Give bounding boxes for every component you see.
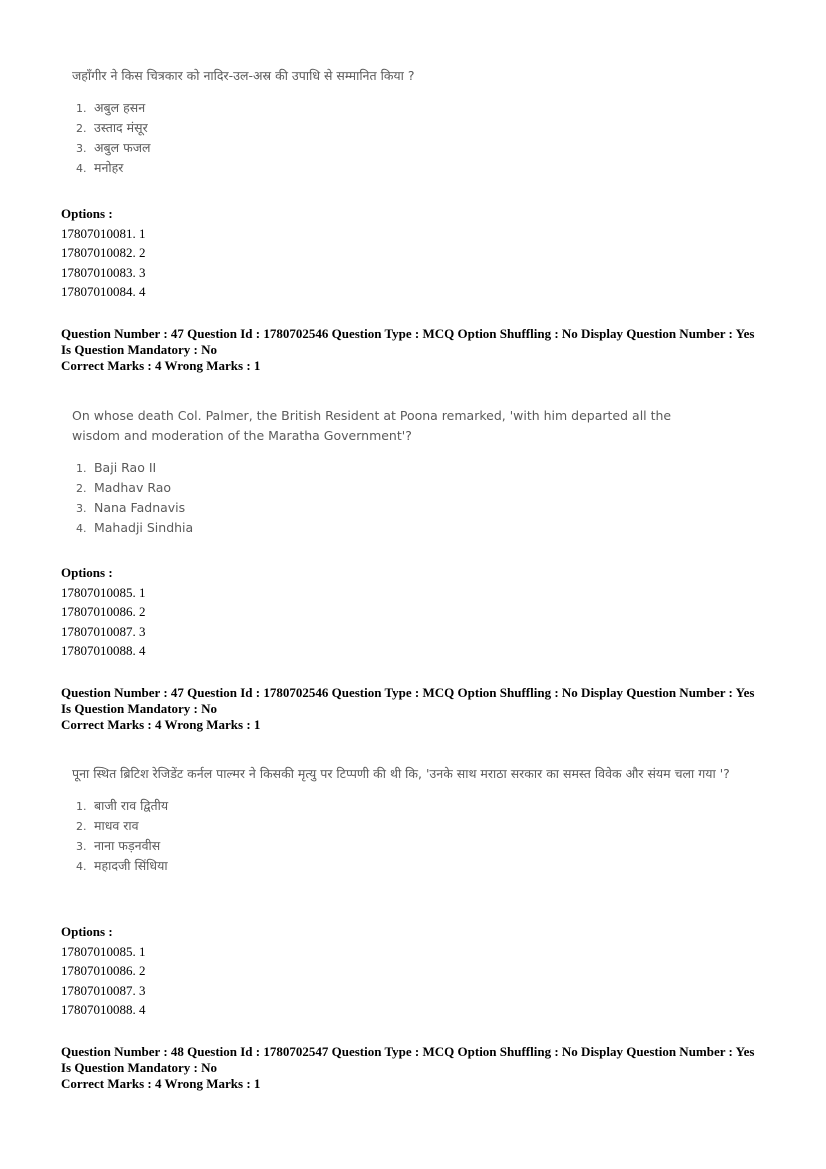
option-id: 17807010086. 2	[61, 963, 146, 978]
option-id: 17807010082. 2	[61, 245, 146, 260]
choice-item: 4. मनोहर	[76, 160, 124, 175]
choice-item: 2. Madhav Rao	[76, 480, 172, 495]
choice-item: 1. अबुल हसन	[76, 100, 146, 115]
option-id: 17807010085. 1	[61, 584, 146, 600]
question-image-english	[72, 406, 722, 538]
options-heading: Options :	[61, 206, 113, 221]
options-heading: Options :	[61, 924, 113, 939]
option-id: 17807010088. 4	[61, 1002, 146, 1017]
question-text: जहाँगीर ने किस चित्रकार को नादिर-उल-अस्र की उपाधि से सम्मानित किया ?	[72, 68, 415, 83]
option-id: 17807010085. 1	[61, 943, 146, 959]
choice-item: 3. अबुल फजल	[76, 140, 151, 155]
option-id: 17807010086. 2	[61, 604, 146, 619]
question-marks: Correct Marks : 4 Wrong Marks : 1	[61, 358, 261, 373]
options-list	[61, 922, 146, 1020]
choice-list	[76, 98, 492, 178]
choice-item: 4. महादजी सिंधिया	[76, 858, 168, 873]
choice-item: 3. Nana Fadnavis	[76, 500, 186, 515]
question-meta-line: Question Number : 47 Question Id : 1780702546 Question Type : MCQ Option Shuffling : No Display Question Number : Yes	[61, 685, 755, 700]
question-marks: Correct Marks : 4 Wrong Marks : 1	[61, 1076, 261, 1091]
question-meta	[61, 685, 781, 733]
question-meta-line: Question Number : 48 Question Id : 1780702547 Question Type : MCQ Option Shuffling : No Display Question Number : Yes	[61, 1044, 755, 1059]
option-id: 17807010087. 3	[61, 982, 146, 998]
option-id: 17807010081. 1	[61, 225, 146, 241]
choice-list	[76, 796, 772, 876]
choice-item: 1. बाजी राव द्वितीय	[76, 798, 169, 813]
options-heading: Options :	[61, 565, 113, 580]
option-id: 17807010084. 4	[61, 284, 146, 299]
question-meta	[61, 326, 781, 374]
question-mandatory: Is Question Mandatory : No	[61, 1060, 218, 1075]
question-meta	[61, 1044, 781, 1092]
question-meta-line: Question Number : 47 Question Id : 1780702546 Question Type : MCQ Option Shuffling : No Display Question Number : Yes	[61, 326, 755, 341]
question-mandatory: Is Question Mandatory : No	[61, 342, 218, 357]
choice-item: 4. Mahadji Sindhia	[76, 520, 194, 535]
question-text: पूना स्थित ब्रिटिश रेजिडेंट कर्नल पाल्मर ने किसकी मृत्यु पर टिप्पणी की थी कि, 'उनके साथ मराठा सरकार का समस्त विवेक और संयम चला गया '?	[72, 766, 730, 781]
question-image-hindi-1	[72, 66, 492, 178]
option-id: 17807010087. 3	[61, 623, 146, 639]
choice-item: 1. Baji Rao II	[76, 460, 157, 475]
choice-item: 2. माधव राव	[76, 818, 139, 833]
option-id: 17807010088. 4	[61, 643, 146, 658]
options-list	[61, 204, 146, 302]
question-marks: Correct Marks : 4 Wrong Marks : 1	[61, 717, 261, 732]
choice-item: 2. उस्ताद मंसूर	[76, 120, 148, 135]
question-mandatory: Is Question Mandatory : No	[61, 701, 218, 716]
options-list	[61, 563, 146, 661]
choice-list	[76, 458, 722, 538]
question-text: On whose death Col. Palmer, the British Resident at Poona remarked, 'with him departed all the wisdom and moderation of the Maratha Government'?	[72, 408, 672, 443]
question-image-hindi-2	[72, 764, 772, 876]
choice-item: 3. नाना फड़नवीस	[76, 838, 161, 853]
option-id: 17807010083. 3	[61, 264, 146, 280]
